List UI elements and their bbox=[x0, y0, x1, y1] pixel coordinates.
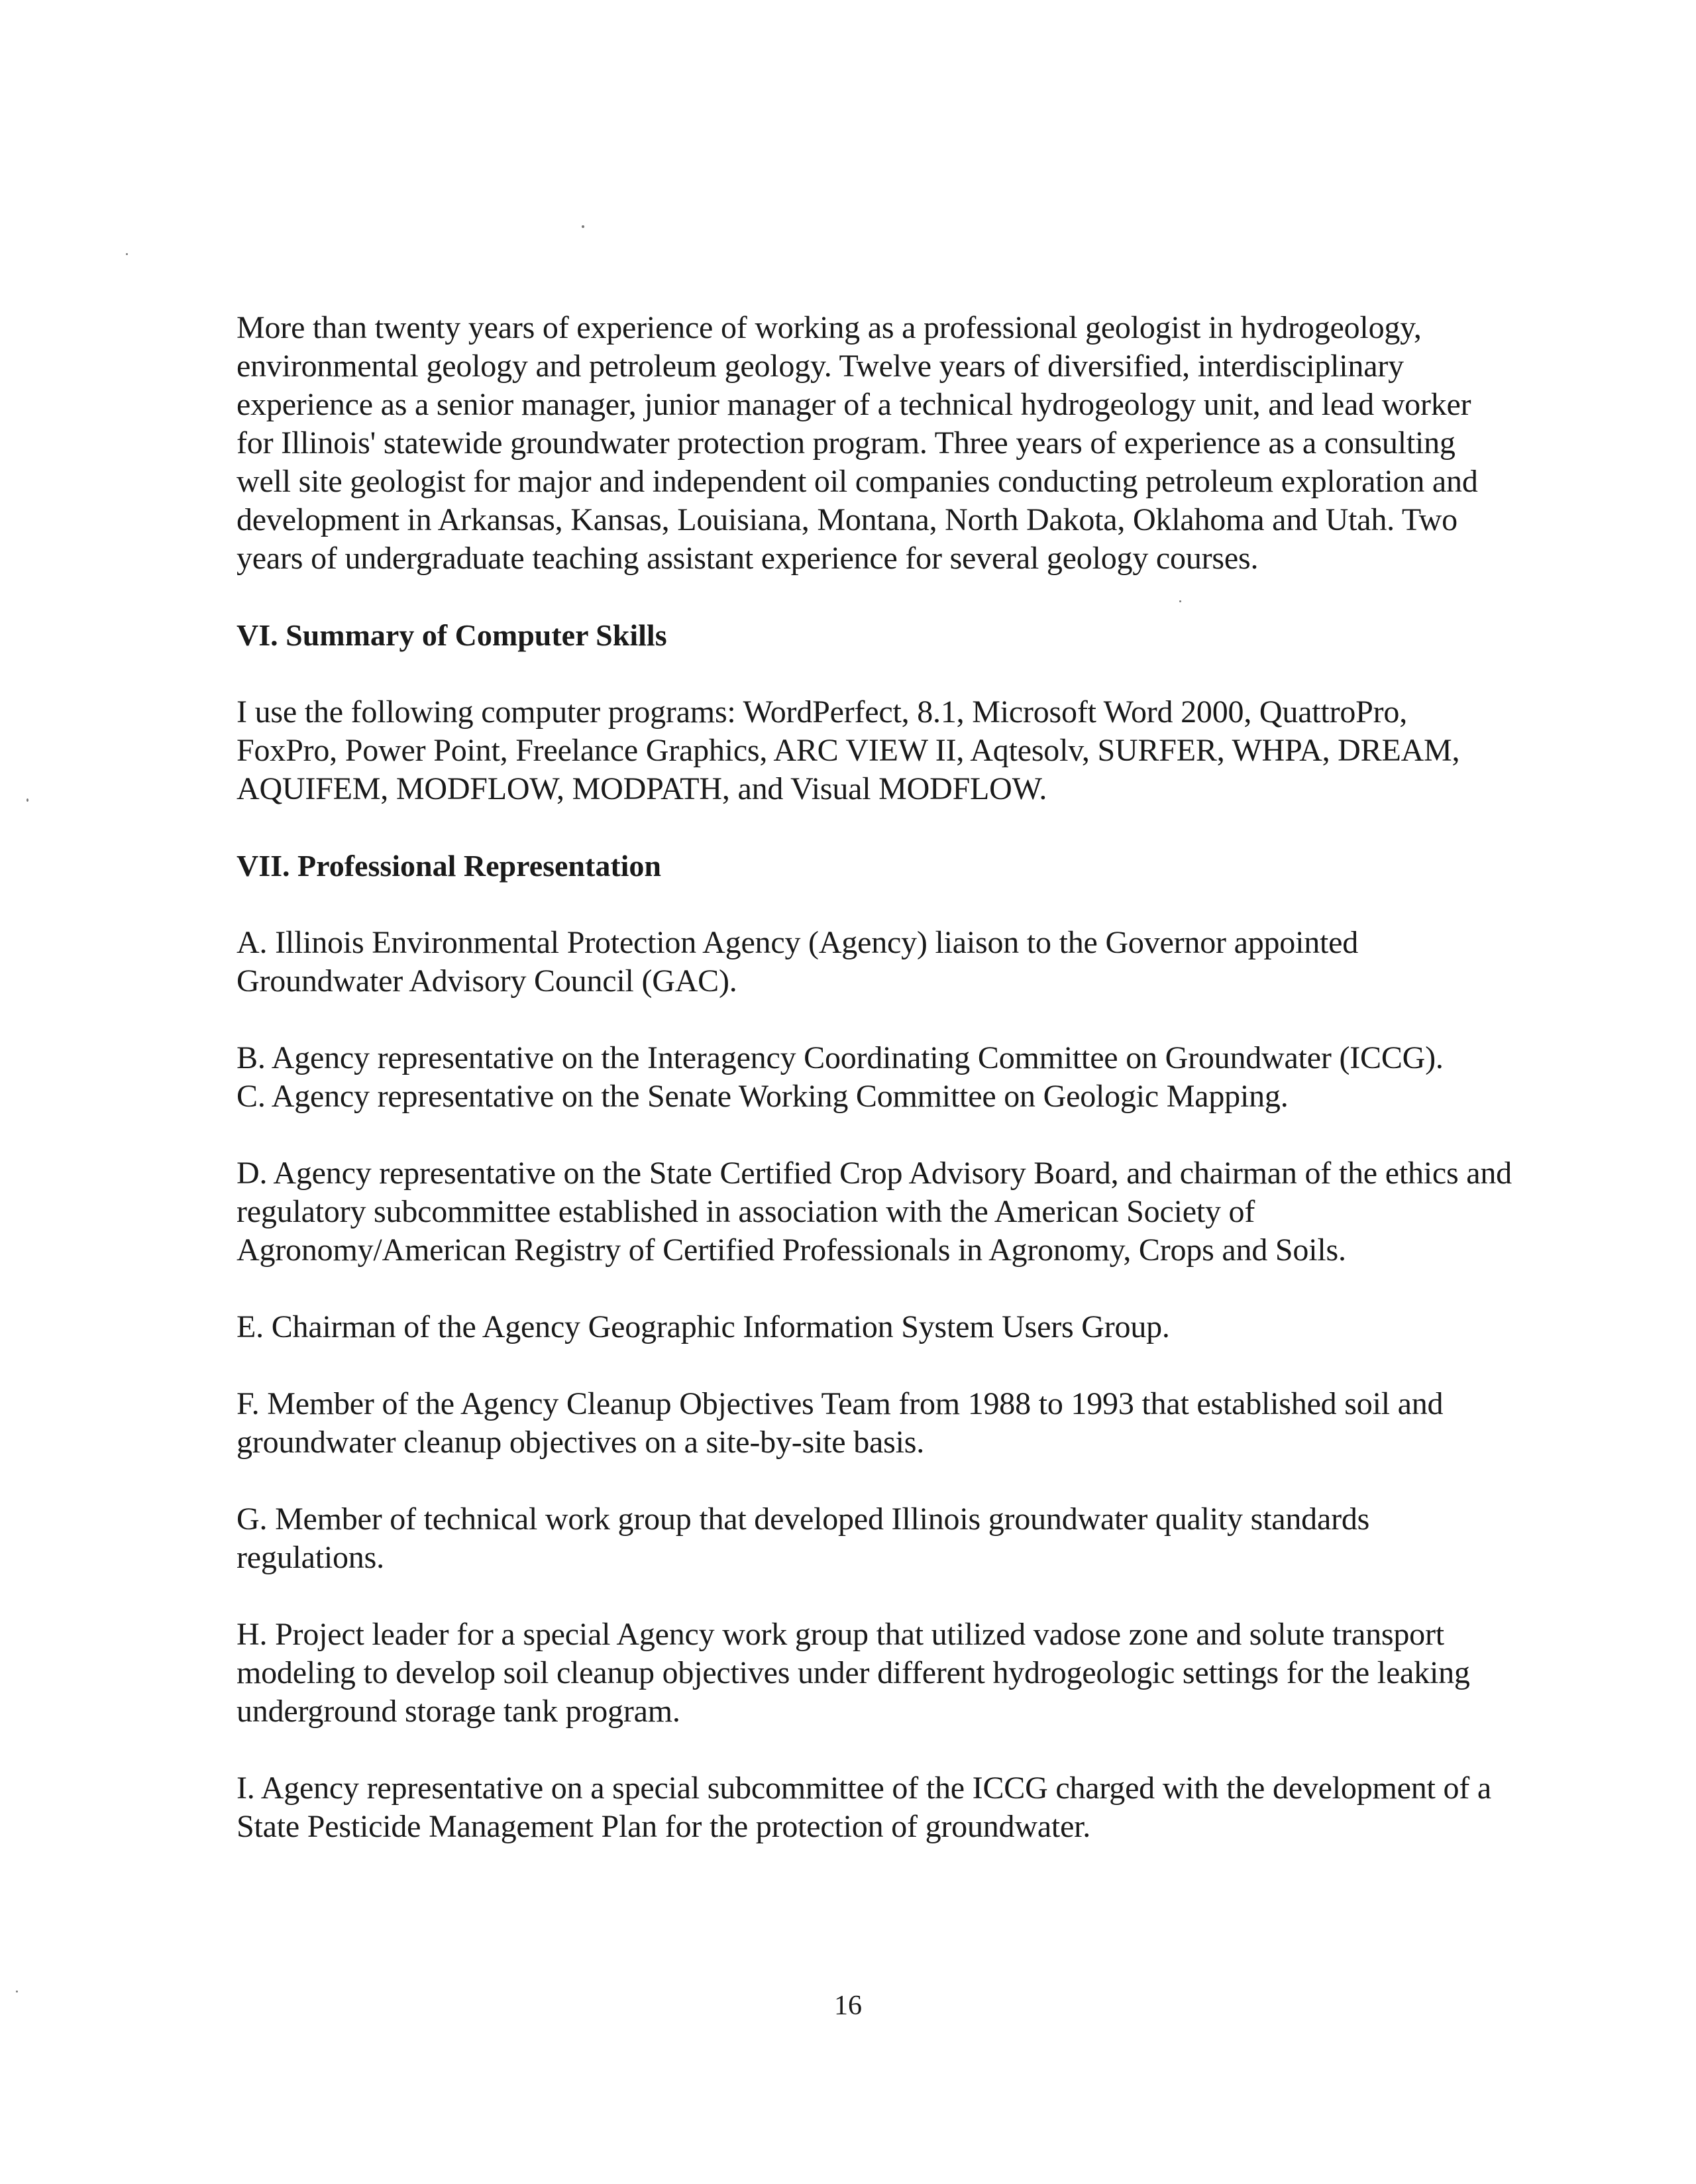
representation-item-e: E. Chairman of the Agency Geographic Information System Users Group. bbox=[237, 1309, 1170, 1344]
section-vii-heading: VII. Professional Representation bbox=[237, 849, 662, 883]
representation-item-i: I. Agency representative on a special subcommittee of the ICCG charged with the development of a State Pesticide Management Plan for the protection of groundwater. bbox=[237, 1771, 1491, 1844]
scan-speck bbox=[582, 225, 584, 228]
representation-item-a: A. Illinois Environmental Protection Agency (Agency) liaison to the Governor appointed Groundwater Advisory Council (GAC). bbox=[237, 925, 1359, 999]
representation-item-h: H. Project leader for a special Agency work group that utilized vadose zone and solute transport modeling to develop soil cleanup objectives under different hydrogeologic settings for the leaking underground storage tank program. bbox=[237, 1617, 1470, 1729]
computer-skills-paragraph: I use the following computer programs: WordPerfect, 8.1, Microsoft Word 2000, QuattroPro, FoxPro, Power Point, Freelance Graphics, ARC VIEW II, Aqtesolv, SURFER, WHPA, DREAM, AQUIFEM, MODFLOW, MODPATH, and Visual MODFLOW. bbox=[237, 694, 1460, 806]
scan-speck bbox=[126, 253, 128, 255]
section-vi-heading: VI. Summary of Computer Skills bbox=[237, 618, 667, 652]
document-body bbox=[237, 309, 1515, 1846]
representation-item-f: F. Member of the Agency Cleanup Objectives Team from 1988 to 1993 that established soil and groundwater cleanup objectives on a site-by-site basis. bbox=[237, 1386, 1444, 1460]
representation-item-b: B. Agency representative on the Interagency Coordinating Committee on Groundwater (ICCG). bbox=[237, 1040, 1444, 1075]
representation-item-g: G. Member of technical work group that developed Illinois groundwater quality standards regulations. bbox=[237, 1502, 1370, 1575]
scan-speck bbox=[26, 798, 28, 802]
experience-paragraph: More than twenty years of experience of working as a professional geologist in hydrogeology, environmental geology and petroleum geology. Twelve years of diversified, interdisciplinary experience as a senior manager, junior manager of a technical hydrogeology unit, and lead worker for Illinois' statewide groundwater protection program. Three years of experience as a consulting well site geologist for major and independent oil companies conducting petroleum exploration and development in Arkansas, Kansas, Louisiana, Montana, North Dakota, Oklahoma and Utah. Two years of undergraduate teaching assistant experience for several geology courses. bbox=[237, 310, 1478, 576]
representation-item-c: C. Agency representative on the Senate Working Committee on Geologic Mapping. bbox=[237, 1079, 1289, 1114]
page-number: 16 bbox=[834, 1991, 862, 2021]
representation-item-d: D. Agency representative on the State Certified Crop Advisory Board, and chairman of the ethics and regulatory subcommittee established in association with the American Society of Agronomy/American Registry of Certified Professionals in Agronomy, Crops and Soils. bbox=[237, 1156, 1512, 1268]
